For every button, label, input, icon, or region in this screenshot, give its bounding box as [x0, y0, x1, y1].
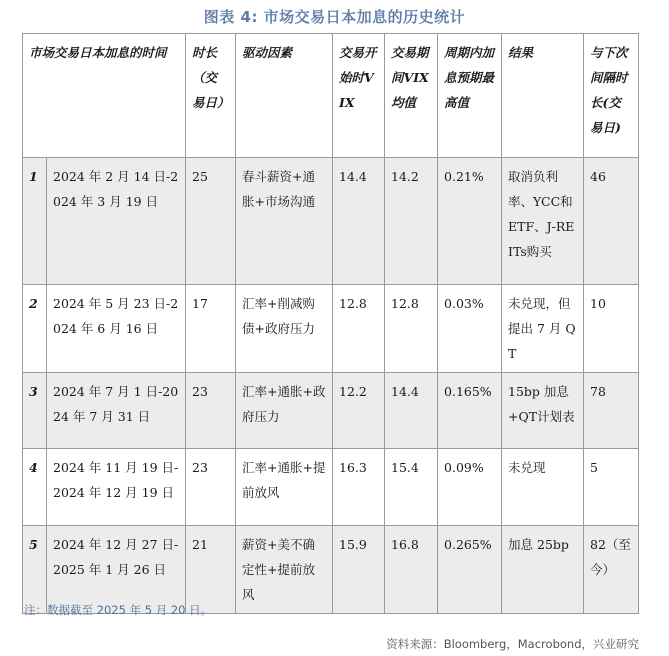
header-row: [23, 34, 639, 158]
row-number: 2: [23, 285, 47, 373]
max-expectation-cell: 0.165%: [438, 373, 502, 449]
vix-start-cell: 15.9: [333, 526, 385, 614]
gap-cell: 82（至今）: [584, 526, 639, 614]
figure-title: 图表 4: 市场交易日本加息的历史统计: [203, 8, 466, 26]
header-days: 时长（交易日）: [186, 34, 236, 158]
header-gap: 与下次间隔时长(交易日): [584, 34, 639, 158]
gap-cell: 78: [584, 373, 639, 449]
gap-cell: 5: [584, 449, 639, 526]
vix-start-cell: 16.3: [333, 449, 385, 526]
period-cell: 2024 年 11 月 19 日-2024 年 12 月 19 日: [47, 449, 186, 526]
rate-hike-history-table: [22, 33, 639, 614]
vix-avg-cell: 14.4: [385, 373, 438, 449]
row-number: 3: [23, 373, 47, 449]
vix-start-cell: 12.2: [333, 373, 385, 449]
driver-cell: 汇率+削减购债+政府压力: [236, 285, 333, 373]
max-expectation-cell: 0.265%: [438, 526, 502, 614]
max-expectation-cell: 0.03%: [438, 285, 502, 373]
gap-cell: 10: [584, 285, 639, 373]
row-number: 5: [23, 526, 47, 614]
max-expectation-cell: 0.21%: [438, 158, 502, 285]
vix-avg-cell: 15.4: [385, 449, 438, 526]
driver-cell: 春斗薪资+通胀+市场沟通: [236, 158, 333, 285]
result-cell: 加息 25bp: [502, 526, 584, 614]
period-cell: 2024 年 2 月 14 日-2024 年 3 月 19 日: [47, 158, 186, 285]
row-number: 4: [23, 449, 47, 526]
period-cell: 2024 年 5 月 23 日-2024 年 6 月 16 日: [47, 285, 186, 373]
days-cell: 23: [186, 449, 236, 526]
vix-avg-cell: 14.2: [385, 158, 438, 285]
header-period: 市场交易日本加息的时间: [23, 34, 186, 158]
days-cell: 17: [186, 285, 236, 373]
table-row: [23, 285, 639, 373]
driver-cell: 汇率+通胀+提前放风: [236, 449, 333, 526]
table-row: [23, 526, 639, 614]
vix-start-cell: 14.4: [333, 158, 385, 285]
period-cell: 2024 年 12 月 27 日-2025 年 1 月 26 日: [47, 526, 186, 614]
header-vix-avg: 交易期间VIX均值: [385, 34, 438, 158]
days-cell: 25: [186, 158, 236, 285]
table-row: [23, 449, 639, 526]
days-cell: 21: [186, 526, 236, 614]
result-cell: 未兑现: [502, 449, 584, 526]
table-row: [23, 373, 639, 449]
vix-avg-cell: 16.8: [385, 526, 438, 614]
result-cell: 未兑现，但提出 7 月 QT: [502, 285, 584, 373]
row-number: 1: [23, 158, 47, 285]
driver-cell: 薪资+美不确定性+提前放风: [236, 526, 333, 614]
header-result: 结果: [502, 34, 584, 158]
gap-cell: 46: [584, 158, 639, 285]
source-line: 资料来源：Bloomberg，Macrobond，兴业研究: [386, 637, 639, 651]
table-row: [23, 158, 639, 285]
result-cell: 取消负利率、YCC和ETF、J-REITs购买: [502, 158, 584, 285]
driver-cell: 汇率+通胀+政府压力: [236, 373, 333, 449]
days-cell: 23: [186, 373, 236, 449]
vix-start-cell: 12.8: [333, 285, 385, 373]
max-expectation-cell: 0.09%: [438, 449, 502, 526]
header-vix-start: 交易开始时VIX: [333, 34, 385, 158]
vix-avg-cell: 12.8: [385, 285, 438, 373]
header-max-expectation: 周期内加息预期最高值: [438, 34, 502, 158]
period-cell: 2024 年 7 月 1 日-2024 年 7 月 31 日: [47, 373, 186, 449]
result-cell: 15bp 加息 +QT计划表: [502, 373, 584, 449]
header-driver: 驱动因素: [236, 34, 333, 158]
footnote: 注：数据截至 2025 年 5 月 20 日。: [24, 603, 213, 617]
